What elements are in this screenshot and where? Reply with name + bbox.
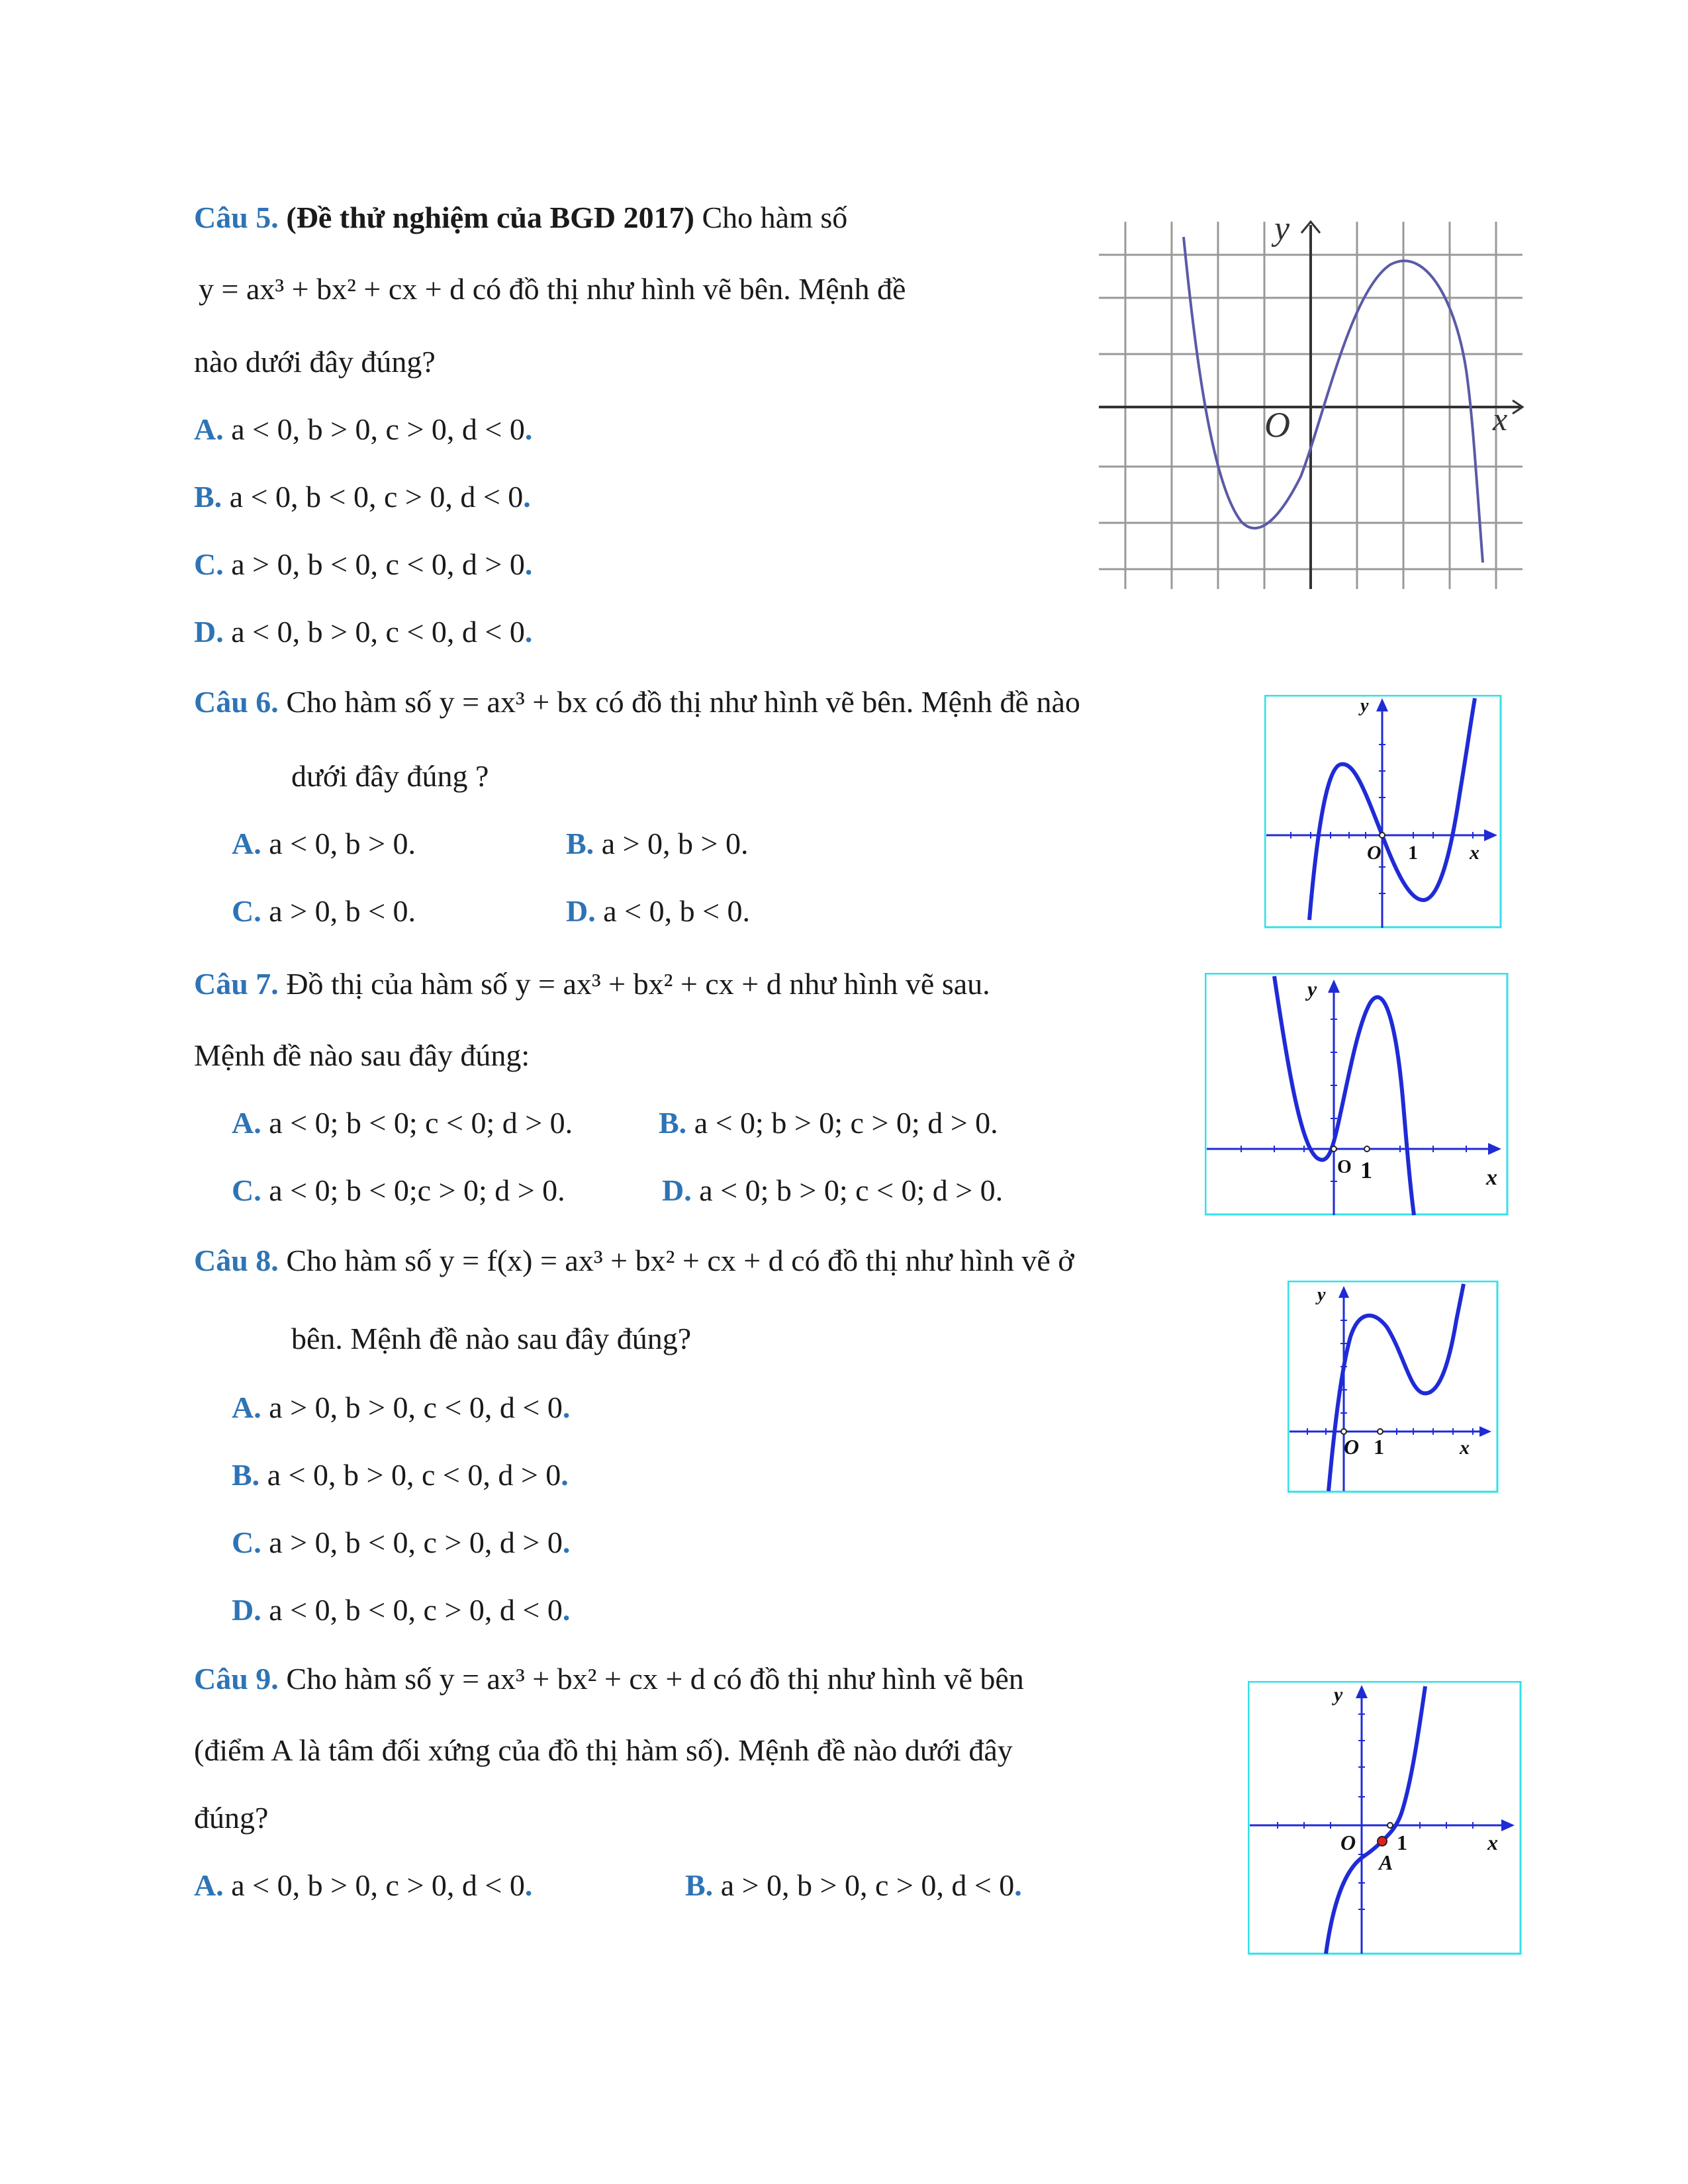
option-text: a > 0, b < 0.	[269, 894, 416, 928]
option-text: a < 0, b > 0.	[269, 827, 416, 860]
option-label: A.	[232, 1390, 261, 1424]
q8-label: Câu 8.	[194, 1244, 279, 1277]
q9-line3: đúng?	[194, 1801, 269, 1835]
q7-formula: y = ax³ + bx² + cx + d	[515, 967, 782, 1001]
q9-text-after-formula: có đồ thị như hình vẽ bên	[713, 1662, 1024, 1696]
q5-formula: y = ax³ + bx² + cx + d	[199, 272, 465, 306]
q9-graph	[1248, 1681, 1523, 1956]
q6-intro: Cho hàm số	[286, 685, 432, 719]
option-label: D.	[662, 1173, 692, 1207]
q7-option-a	[232, 1108, 573, 1138]
q5-intro: Cho hàm số	[702, 201, 848, 234]
option-text: a < 0; b > 0; c < 0; d > 0.	[699, 1173, 1004, 1207]
option-label: C.	[194, 547, 224, 581]
option-text: a < 0; b < 0;c > 0; d > 0.	[269, 1173, 565, 1207]
option-text: a < 0, b > 0, c < 0, d < 0	[231, 615, 525, 649]
option-text: a > 0, b > 0, c < 0, d < 0	[269, 1390, 563, 1424]
q6-line1	[194, 687, 1080, 717]
option-text: a < 0; b < 0; c < 0; d > 0.	[269, 1106, 573, 1140]
option-text: a < 0, b > 0, c > 0, d < 0	[231, 1868, 525, 1902]
option-label: C.	[232, 894, 261, 928]
y-label: y	[1334, 1684, 1343, 1706]
q9-line2: (điểm A là tâm đối xứng của đồ thị hàm số). Mệnh đề nào dưới đây	[194, 1733, 1013, 1767]
q7-text-after-formula: như hình vẽ sau.	[789, 967, 990, 1001]
q5-text-after-formula: có đồ thị như hình vẽ bên. Mệnh đề	[472, 272, 906, 306]
q6-option-d	[566, 896, 750, 927]
option-label: B.	[685, 1868, 714, 1902]
q5-option-d: D. a < 0, b > 0, c < 0, d < 0.	[194, 615, 533, 649]
q5-source: (Đề thử nghiệm của BGD 2017)	[286, 201, 694, 234]
origin-point	[1331, 1146, 1336, 1152]
q5-option-c: C. a > 0, b < 0, c < 0, d > 0.	[194, 547, 533, 581]
option-text: a < 0, b > 0, c < 0, d > 0	[267, 1458, 561, 1492]
option-text: a < 0, b > 0, c > 0, d < 0	[231, 412, 525, 446]
option-text: a > 0, b > 0, c > 0, d < 0	[720, 1868, 1015, 1902]
q8-option-d: D. a < 0, b < 0, c > 0, d < 0.	[232, 1593, 571, 1627]
q5-line1	[194, 203, 847, 233]
option-text: a < 0; b > 0; c > 0; d > 0.	[694, 1106, 998, 1140]
graph-frame	[1288, 1281, 1497, 1492]
tick-label-1: 1	[1360, 1157, 1372, 1183]
option-label: D.	[232, 1593, 261, 1627]
option-label: A.	[232, 827, 261, 860]
option-label: C.	[232, 1173, 261, 1207]
q7-option-b	[659, 1108, 998, 1138]
tick-label-1: 1	[1408, 842, 1418, 864]
q8-line2: bên. Mệnh đề nào sau đây đúng?	[291, 1322, 692, 1355]
q8-line1	[194, 1246, 1074, 1276]
origin-label: O	[1264, 405, 1290, 445]
origin-label: O	[1340, 1831, 1356, 1854]
y-label: y	[1317, 1285, 1326, 1305]
q7-option-c	[232, 1175, 565, 1206]
graph-frame	[1248, 1682, 1521, 1954]
q9-option-a: A. a < 0, b > 0, c > 0, d < 0.	[194, 1868, 533, 1902]
option-label: D.	[566, 894, 596, 928]
q9-intro: Cho hàm số	[286, 1662, 432, 1696]
q6-option-a	[232, 829, 416, 859]
q8-option-c: C. a > 0, b < 0, c > 0, d > 0.	[232, 1525, 571, 1559]
q8-text-after-formula: có đồ thị như hình vẽ ở	[791, 1244, 1074, 1277]
option-text: a > 0, b > 0.	[601, 827, 749, 860]
q8-option-a: A. a > 0, b > 0, c < 0, d < 0.	[232, 1390, 571, 1424]
cubic-curve	[1184, 237, 1483, 563]
x-label: x	[1487, 1831, 1498, 1854]
tick-label-1: 1	[1397, 1831, 1407, 1854]
q6-formula: y = ax³ + bx	[439, 685, 588, 719]
option-label: D.	[194, 615, 224, 649]
q5-option-b: B. a < 0, b < 0, c > 0, d < 0.	[194, 480, 531, 514]
q7-option-d	[662, 1175, 1003, 1206]
tick-point-1	[1387, 1823, 1393, 1828]
origin-point	[1380, 833, 1385, 838]
q8-formula: y = f(x) = ax³ + bx² + cx + d	[439, 1244, 784, 1277]
option-text: a > 0, b < 0, c > 0, d > 0	[269, 1525, 563, 1559]
tick-point-1	[1364, 1146, 1370, 1152]
option-text: a < 0, b < 0.	[603, 894, 751, 928]
option-label: A.	[194, 1868, 224, 1902]
y-label: y	[1307, 977, 1317, 1001]
q5-graph	[1099, 218, 1536, 589]
q7-line1	[194, 969, 990, 999]
q7-intro: Đồ thị của hàm số	[286, 967, 508, 1001]
q7-line2: Mệnh đề nào sau đây đúng:	[194, 1038, 530, 1072]
q9-option-b: B. a > 0, b > 0, c > 0, d < 0.	[685, 1868, 1022, 1902]
y-label: y	[1274, 218, 1290, 248]
q5-line2	[199, 274, 906, 304]
q6-option-c	[232, 896, 416, 927]
q5-label: Câu 5.	[194, 201, 279, 234]
q8-intro: Cho hàm số	[286, 1244, 432, 1277]
q9-formula: y = ax³ + bx² + cx + d	[439, 1662, 706, 1696]
q8-graph	[1288, 1281, 1499, 1494]
option-label: B.	[566, 827, 594, 860]
q9-label: Câu 9.	[194, 1662, 279, 1696]
y-label: y	[1360, 696, 1369, 716]
tick-label-1: 1	[1374, 1435, 1384, 1459]
q6-text-after-formula: có đồ thị như hình vẽ bên. Mệnh đề nào	[595, 685, 1080, 719]
option-label: B.	[659, 1106, 687, 1140]
option-text: a < 0, b < 0, c > 0, d < 0	[229, 480, 524, 514]
x-label: x	[1493, 400, 1508, 437]
tick-point-1	[1378, 1429, 1383, 1434]
q8-option-b: B. a < 0, b > 0, c < 0, d > 0.	[232, 1458, 569, 1492]
option-text: a > 0, b < 0, c < 0, d > 0	[231, 547, 525, 581]
option-text: a < 0, b < 0, c > 0, d < 0	[269, 1593, 563, 1627]
q6-label: Câu 6.	[194, 685, 279, 719]
x-label: x	[1486, 1165, 1497, 1190]
origin-label: O	[1344, 1435, 1360, 1459]
q6-line2: dưới đây đúng ?	[291, 759, 489, 793]
option-label: A.	[232, 1106, 261, 1140]
q6-graph	[1264, 695, 1503, 929]
q6-option-b	[566, 829, 749, 859]
option-label: A.	[194, 412, 224, 446]
q7-label: Câu 7.	[194, 967, 279, 1001]
origin-point	[1341, 1429, 1346, 1434]
x-label: x	[1460, 1437, 1470, 1459]
origin-label: O	[1337, 1157, 1352, 1177]
x-label: x	[1470, 842, 1479, 864]
q5-option-a: A. a < 0, b > 0, c > 0, d < 0.	[194, 412, 533, 446]
option-label: B.	[194, 480, 222, 514]
option-label: B.	[232, 1458, 260, 1492]
q7-graph	[1205, 973, 1509, 1216]
q9-line1	[194, 1664, 1024, 1694]
point-label-a: A	[1379, 1850, 1393, 1874]
option-label: C.	[232, 1525, 261, 1559]
q5-line3: nào dưới đây đúng?	[194, 345, 436, 379]
symmetry-point-a	[1378, 1837, 1387, 1846]
origin-label: O	[1367, 842, 1382, 864]
graph-frame	[1205, 974, 1507, 1214]
